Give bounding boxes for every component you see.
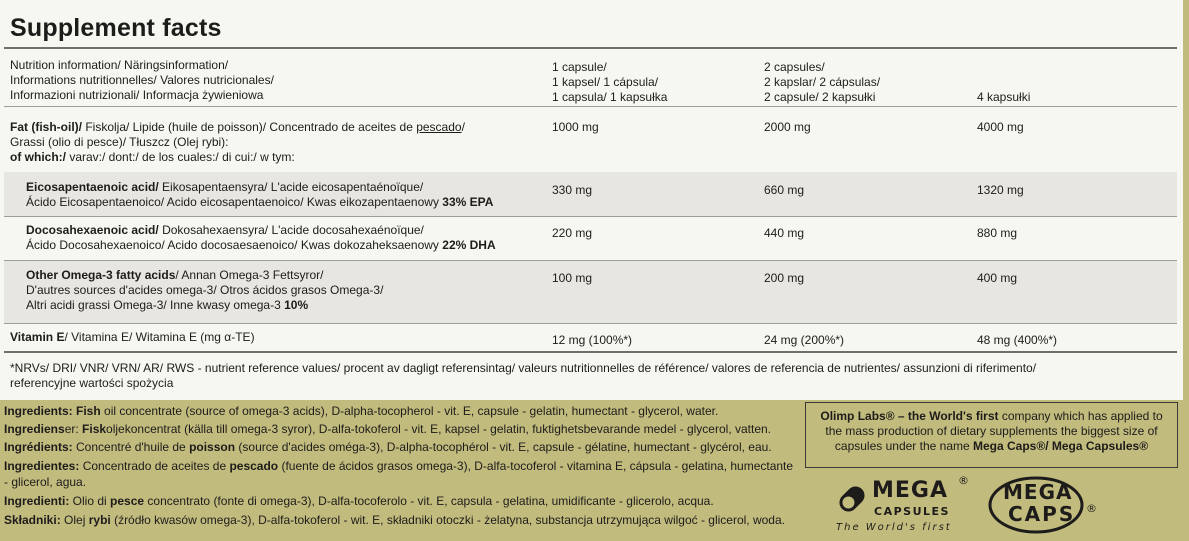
- capsules-word: CAPSULES: [874, 505, 950, 518]
- fat-which-bold: of which:/: [10, 150, 66, 164]
- dha-value-1: 220 mg: [552, 226, 593, 240]
- vitamin-e-name-bold: Vitamin E: [10, 330, 65, 344]
- ingredients-text: concentrato (fonte di omega-3), D-alfa-tocoferolo - vit. E, capsula - gelatina, umidificante - glicerolo, acqua.: [144, 494, 714, 508]
- vitamin-e-name-text: / Vitamina E/ Witamina E (mg α-TE): [64, 330, 255, 344]
- fat-which-text: varav:/ dont:/ de los cuales:/ di cui:/ w tym:: [66, 150, 295, 164]
- omega-label-line: D'autres sources d'acides omega-3/ Otros ácidos grasos Omega-3/: [26, 283, 384, 297]
- ingredients-text: oljekoncentrat (källa till omega-3 syror), D-alfa-tokoferol - vit. E, kapsel - gelatin, fuktighetsbevarande medel - glycerol, vatten.: [106, 422, 772, 436]
- fat-name-text: /: [461, 120, 465, 134]
- header-col-2: [764, 60, 880, 105]
- ingredients-allergen: poisson: [189, 440, 236, 454]
- ingredients-heading: Ingrediens: [4, 422, 65, 436]
- omega-line3-text: Altri acidi grassi Omega-3/ Inne kwasy omega-3: [26, 298, 285, 312]
- omega-name-text: / Annan Omega-3 Fettsyror/: [175, 268, 324, 282]
- epa-label-line: [26, 195, 493, 210]
- fat-label: [10, 120, 465, 165]
- ingredients-pl: [4, 513, 785, 528]
- fat-value-1: 1000 mg: [552, 120, 599, 134]
- header-col-1-line: 1 capsule/: [552, 60, 607, 74]
- epa-name-text: Eikosapentaensyra/ L'acide eicosapentaénoïque/: [158, 180, 424, 194]
- olimp-bold: Olimp Labs® – the World's first: [820, 409, 999, 423]
- epa-value-1: 330 mg: [552, 183, 593, 197]
- ingredients-text: - glicerol, agua.: [4, 475, 87, 489]
- mega-capsules-logo: [832, 474, 972, 538]
- ingredients-heading: Ingredientes:: [4, 459, 83, 473]
- olimp-text: company which has applied to the mass production of dietary supplements the biggest size of capsules under the name: [825, 409, 1163, 453]
- ingredients-allergen: Fisk: [82, 422, 107, 436]
- ingredients-text: Olej: [64, 513, 89, 527]
- epa-percent: 33% EPA: [442, 195, 494, 209]
- header-col-2-line: 2 kapslar/ 2 cápsulas/: [764, 75, 881, 89]
- footnote-line: referencyjne wartości spożycia: [10, 376, 174, 390]
- row-divider: [4, 323, 1177, 324]
- vitamin-e-value-2: 24 mg (200%*): [764, 333, 845, 347]
- ingredients-es-cont: [4, 475, 86, 490]
- ingredients-text: oil concentrate (source of omega-3 acids), D-alpha-tocopherol - vit. E, capsule - gelatin, humectant - glycerol, water.: [100, 404, 719, 418]
- olimp-info-box: [805, 402, 1178, 468]
- olimp-bold: Mega Caps®/ Mega Capsules®: [973, 439, 1149, 453]
- registered-mark: ®: [1086, 502, 1097, 515]
- vitamin-e-value-1: 12 mg (100%*): [552, 333, 633, 347]
- epa-line2-text: Ácido Eicosapentaenoico/ Acido eicosapentaenoico/ Kwas eikozapentaenowy: [26, 195, 443, 209]
- ingredients-it: [4, 494, 714, 509]
- ingredients-text: Concentrado de aceites de: [82, 459, 230, 473]
- ingredients-en: [4, 404, 718, 419]
- dha-label: [26, 223, 496, 253]
- ingredients-heading: Ingrédients:: [4, 440, 77, 454]
- registered-mark: ®: [958, 474, 969, 487]
- fat-value-2: 2000 mg: [764, 120, 811, 134]
- omega-label-line: [26, 268, 383, 283]
- header-col-2-line: 2 capsules/: [764, 60, 825, 74]
- ingredients-text: er:: [64, 422, 83, 436]
- omega-label: [26, 268, 383, 313]
- dha-percent: 22% DHA: [442, 238, 496, 252]
- fat-name-text: Fiskolja/ Lipide (huile de poisson)/ Concentrado de aceites de: [82, 120, 417, 134]
- row-divider: [4, 216, 1177, 217]
- row-divider: [4, 106, 1177, 107]
- ingredients-text: (fuente de ácidos grasos omega-3), D-alfa-tocoferol - vitamina E, cápsula - gelatina, humectante: [278, 459, 794, 473]
- capsule-icon: [832, 478, 872, 520]
- epa-name-bold: Eicosapentaenoic acid/: [26, 180, 159, 194]
- table-bottom-divider: [4, 351, 1177, 353]
- epa-value-2: 660 mg: [764, 183, 805, 197]
- ingredients-allergen: rybi: [88, 513, 111, 527]
- fat-which-line: [10, 150, 465, 165]
- omega-value-2: 200 mg: [764, 271, 805, 285]
- epa-label-line: [26, 180, 493, 195]
- header-col-3: 4 kapsułki: [977, 90, 1031, 104]
- ingredients-fr: [4, 440, 772, 455]
- epa-label: [26, 180, 493, 210]
- dha-line2-text: Ácido Docosahexaenoico/ Acido docosaesaenoico/ Kwas dokozaheksaenowy: [26, 238, 443, 252]
- omega-name-bold: Other Omega-3 fatty acids: [26, 268, 176, 282]
- footnote-line: *NRVs/ DRI/ VNR/ VRN/ AR/ RWS - nutrient reference values/ procent av dagligt referensintag/ valeurs nutritionnelles de référence/ valores de referencia de nutrientes/ assunzioni di riferimento/: [10, 361, 1037, 375]
- dha-value-3: 880 mg: [977, 226, 1018, 240]
- mega-word: MEGA: [872, 478, 949, 503]
- caps-word: CAPS: [1008, 502, 1076, 526]
- vitamin-e-value-3: 48 mg (400%*): [977, 333, 1058, 347]
- ingredients-allergen: pescado: [229, 459, 279, 473]
- header-col-2-line: 2 capsule/ 2 kapsułki: [764, 90, 876, 104]
- header-col-1: [552, 60, 667, 105]
- ingredients-text: (source d'acides oméga-3), D-alpha-tocophérol - vit. E, capsule - gélatine, humectant - glycérol, eau.: [235, 440, 772, 454]
- ingredients-text: Olio di: [72, 494, 111, 508]
- dha-label-line: [26, 223, 496, 238]
- vitamin-e-label: [10, 330, 255, 345]
- epa-value-3: 1320 mg: [977, 183, 1024, 197]
- ingredients-allergen: pesce: [110, 494, 145, 508]
- mega-word: MEGA: [1003, 480, 1073, 504]
- omega-percent: 10%: [284, 298, 309, 312]
- header-label-line: Nutrition information/ Näringsinformation/: [10, 58, 229, 72]
- dha-value-2: 440 mg: [764, 226, 805, 240]
- header-label-line: Informazioni nutrizionali/ Informacja żywieniowa: [10, 88, 264, 102]
- dha-name-bold: Docosahexaenoic acid/: [26, 223, 159, 237]
- page-title: Supplement facts: [10, 14, 222, 42]
- omega-value-1: 100 mg: [552, 271, 593, 285]
- ingredients-sv: [4, 422, 771, 437]
- fat-label-line: Grassi (olio di pesce)/ Tłuszcz (Olej rybi):: [10, 135, 229, 149]
- dha-label-line: [26, 238, 496, 253]
- ingredients-heading: Ingredienti:: [4, 494, 73, 508]
- omega-label-line: [26, 298, 383, 313]
- ingredients-heading: Ingredients: Fish: [4, 404, 101, 418]
- olimp-info-text: [812, 409, 1171, 454]
- ingredients-heading: Składniki:: [4, 513, 65, 527]
- dha-name-text: Dokosahexaensyra/ L'acide docosahexaénoïque/: [158, 223, 424, 237]
- tagline: The World's first: [836, 522, 952, 533]
- header-col-1-line: 1 capsula/ 1 kapsułka: [552, 90, 668, 104]
- ingredients-text: (źródło kwasów omega-3), D-alfa-tokoferol - wit. E, składniki otoczki - żelatyna, substancja utrzymująca wilgoć - glicerol, woda.: [110, 513, 785, 527]
- ingredients-text: Concentré d'huile de: [76, 440, 190, 454]
- header-col-1-line: 1 kapsel/ 1 cápsula/: [552, 75, 659, 89]
- fat-name-bold: Fat (fish-oil)/: [10, 120, 82, 134]
- header-label-line: Informations nutritionnelles/ Valores nutricionales/: [10, 73, 274, 87]
- title-divider: [4, 47, 1177, 49]
- fat-value-3: 4000 mg: [977, 120, 1024, 134]
- fat-label-line: [10, 120, 465, 135]
- omega-value-3: 400 mg: [977, 271, 1018, 285]
- fat-name-underlined: pescado: [416, 120, 462, 134]
- header-label: [10, 58, 274, 103]
- mega-caps-logo: [988, 476, 1098, 536]
- nrv-footnote: [10, 361, 1036, 391]
- ingredients-es: [4, 459, 793, 474]
